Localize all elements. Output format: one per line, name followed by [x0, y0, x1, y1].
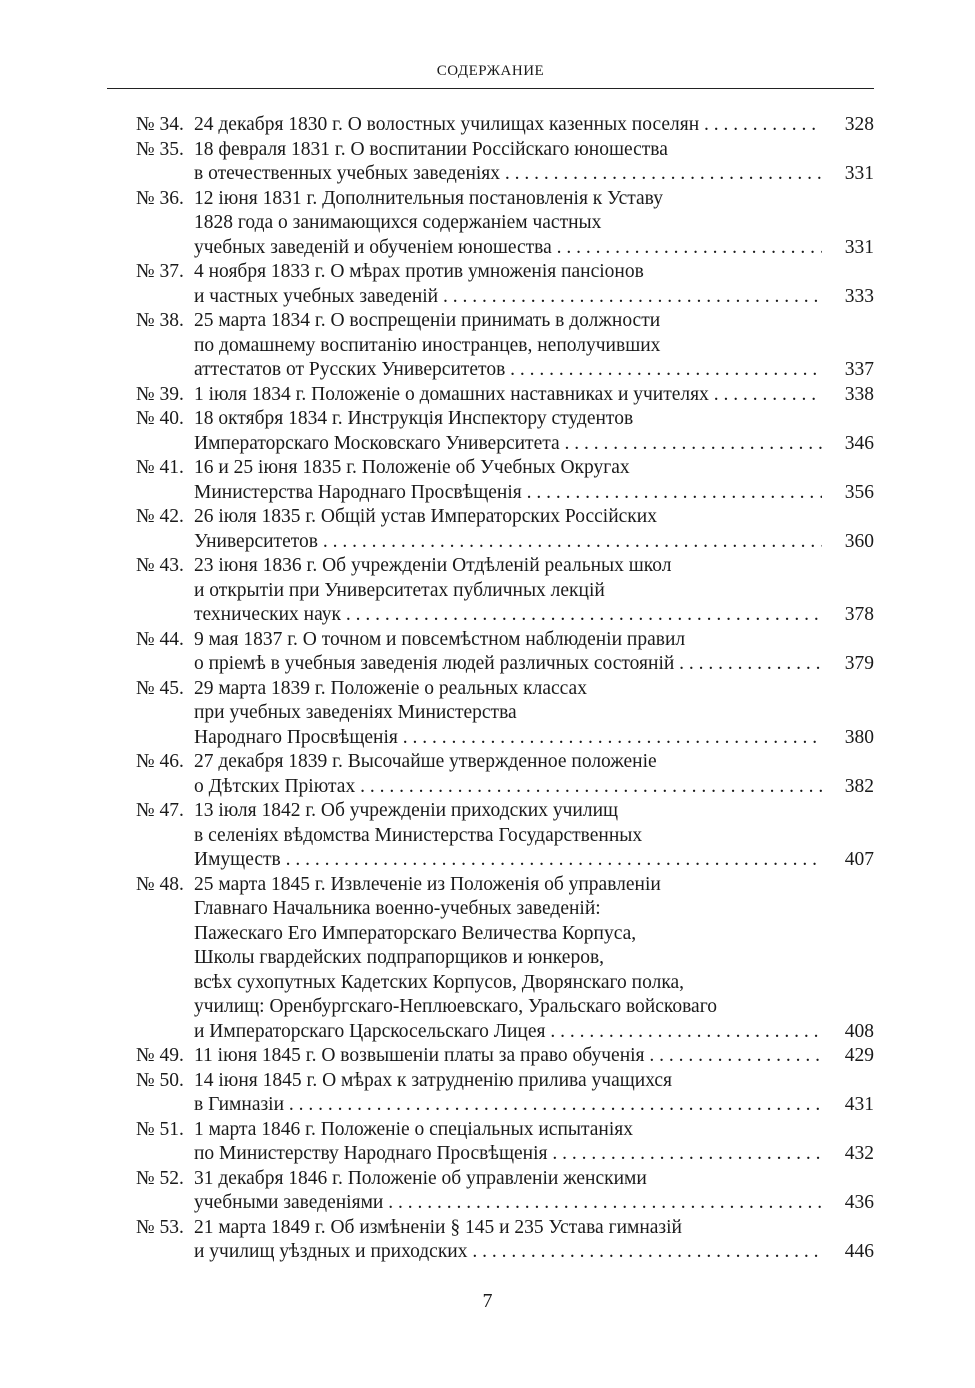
toc-line	[136, 897, 874, 922]
toc-line	[136, 775, 874, 800]
toc-line	[136, 750, 874, 775]
toc-line	[136, 334, 874, 359]
toc-line	[136, 824, 874, 849]
entry-title: Народнаго Просвѣщенія . . .	[194, 726, 822, 751]
entry-title: 1 марта 1846 г. Положеніе о спеціальных испытаніях	[194, 1118, 633, 1140]
toc-line	[136, 1216, 874, 1241]
toc-line	[136, 358, 874, 383]
entry-number: № 45.	[136, 677, 184, 699]
entry-title: о Дѣтских Пріютах . . .	[194, 775, 822, 800]
entry-title: о пріемѣ в учебныя заведенія людей различных состояній . . .	[194, 652, 822, 677]
toc-line	[136, 285, 874, 310]
toc-line	[136, 260, 874, 285]
entry-page-number: 408	[844, 1020, 874, 1042]
entry-page-number: 338	[844, 383, 874, 405]
entry-title: 18 февраля 1831 г. О воспитании Россійскаго юношества	[194, 138, 668, 160]
toc-line	[136, 505, 874, 530]
toc-entry	[136, 554, 874, 628]
entry-title: аттестатов от Русских Университетов . . .	[194, 358, 822, 383]
toc-line	[136, 554, 874, 579]
entry-title: учебными заведеніями . . .	[194, 1191, 822, 1216]
toc-line	[136, 481, 874, 506]
toc-entry	[136, 1044, 874, 1069]
entry-page-number: 331	[844, 163, 874, 184]
toc-line	[136, 579, 874, 604]
entry-title: 31 декабря 1846 г. Положеніе об управленіи женскими	[194, 1167, 647, 1189]
entry-number: № 48.	[136, 873, 184, 895]
entry-title: 18 октября 1834 г. Инструкція Инспектору студентов	[194, 408, 634, 429]
entry-title: Пажескаго Его Императорскаго Величества Корпуса,	[194, 922, 637, 944]
entry-title: технических наук . . .	[194, 603, 822, 628]
toc-line	[136, 1044, 874, 1069]
entry-title: 1 іюля 1834 г. Положеніе о домашних наставниках и учителях . . .	[194, 383, 822, 408]
toc-line	[136, 873, 874, 898]
entry-title: 12 іюня 1831 г. Дополнительныя постановленія к Уставу	[194, 187, 663, 209]
entry-title: Главнаго Начальника военно-учебных заведеній:	[194, 898, 601, 919]
toc-line	[136, 946, 874, 971]
toc-line	[136, 1069, 874, 1094]
header-rule	[107, 88, 874, 89]
toc-line	[136, 726, 874, 751]
entry-number: № 46.	[136, 751, 184, 772]
toc-entry	[136, 138, 874, 187]
entry-page-number: 378	[844, 604, 874, 625]
entry-title: 14 іюня 1845 г. О мѣрах к затрудненію прилива учащихся	[194, 1069, 673, 1091]
entry-title: учебных заведеній и обученіем юношества . . .	[194, 236, 822, 261]
entry-title: 11 іюня 1845 г. О возвышеніи платы за право обученія . . .	[194, 1044, 822, 1069]
entry-title: и открытіи при Университетах публичных лекцій	[194, 579, 605, 601]
toc-line	[136, 922, 874, 947]
entry-page-number: 333	[844, 285, 874, 307]
entry-page-number: 446	[844, 1241, 874, 1262]
toc-entry	[136, 113, 874, 138]
toc-line	[136, 701, 874, 726]
toc-line	[136, 628, 874, 653]
entry-title: 25 марта 1845 г. Извлеченіе из Положенія об управленіи	[194, 873, 661, 895]
toc-entry	[136, 1167, 874, 1216]
toc-line	[136, 1118, 874, 1143]
toc-line	[136, 187, 874, 212]
entry-title: Императорскаго Московскаго Университета . . .	[194, 432, 822, 457]
entry-page-number: 331	[844, 236, 874, 258]
toc-line	[136, 799, 874, 824]
toc-entry	[136, 628, 874, 677]
entry-number: № 38.	[136, 310, 184, 331]
toc-entry	[136, 260, 874, 309]
entry-title: 24 декабря 1830 г. О волостных училищах казенных поселян . . .	[194, 113, 822, 138]
page-number: 7	[482, 1290, 493, 1312]
toc-line	[136, 236, 874, 261]
entry-number: № 35.	[136, 138, 184, 160]
toc-line	[136, 162, 874, 187]
entry-number: № 34.	[136, 114, 184, 135]
entry-title: 16 и 25 іюня 1835 г. Положеніе об Учебных Округах	[194, 457, 630, 478]
entry-number: № 50.	[136, 1069, 184, 1091]
entry-title: в селеніях вѣдомства Министерства Государственных	[194, 824, 643, 846]
toc-line	[136, 652, 874, 677]
toc-entry	[136, 1069, 874, 1118]
toc-line	[136, 995, 874, 1020]
entry-number: № 41.	[136, 457, 184, 478]
entry-number: № 43.	[136, 555, 184, 576]
toc-entry	[136, 407, 874, 456]
entry-page-number: 379	[844, 653, 874, 674]
toc-entry	[136, 456, 874, 505]
entry-number: № 47.	[136, 800, 184, 821]
entry-page-number: 380	[844, 726, 874, 748]
toc-entry	[136, 1118, 874, 1167]
toc-line	[136, 1167, 874, 1192]
entry-page-number: 429	[844, 1045, 874, 1066]
entry-title: в отечественных учебных заведеніях . . .	[194, 162, 822, 187]
toc-entry	[136, 750, 874, 799]
toc-line	[136, 211, 874, 236]
entry-title: в Гимназіи . . .	[194, 1093, 822, 1118]
entry-page-number: 337	[844, 359, 874, 380]
toc-line	[136, 309, 874, 334]
entry-number: № 36.	[136, 187, 184, 209]
toc-entry	[136, 799, 874, 873]
entry-page-number: 356	[844, 481, 874, 503]
entry-title: 26 іюля 1835 г. Общій устав Императорских Россійских	[194, 506, 657, 527]
entry-title: 25 марта 1834 г. О воспрещеніи принимать в должности	[194, 310, 661, 331]
toc-line	[136, 1142, 874, 1167]
toc-entry	[136, 677, 874, 751]
toc-line	[136, 1020, 874, 1045]
toc-entry	[136, 873, 874, 1045]
entry-title: 21 марта 1849 г. Об измѣненіи § 145 и 235 Устава гимназій	[194, 1216, 682, 1238]
toc-line	[136, 1191, 874, 1216]
entry-number: № 51.	[136, 1118, 184, 1140]
entry-page-number: 360	[844, 530, 874, 552]
entry-page-number: 407	[844, 849, 874, 870]
entry-title: по Министерству Народнаго Просвѣщенія . . .	[194, 1142, 822, 1167]
entry-number: № 49.	[136, 1045, 184, 1066]
entry-title: 23 іюня 1836 г. Об учрежденіи Отдѣленій реальных школ	[194, 555, 672, 576]
entry-title: и частных учебных заведеній . . .	[194, 285, 822, 310]
toc-entry	[136, 187, 874, 261]
entry-title: 27 декабря 1839 г. Высочайше утвержденное положеніе	[194, 751, 657, 772]
entry-title: Школы гвардейских подпрапорщиков и юнкеров,	[194, 947, 605, 968]
entry-title: при учебных заведеніях Министерства	[194, 702, 517, 723]
toc-line	[136, 407, 874, 432]
entry-title: всѣх сухопутных Кадетских Корпусов, Дворянскаго полка,	[194, 971, 685, 993]
entry-page-number: 431	[844, 1094, 874, 1115]
toc-entry	[136, 309, 874, 383]
entry-title: и училищ уѣздных и приходских . . .	[194, 1240, 822, 1265]
entry-title: 4 ноября 1833 г. О мѣрах против умноженія пансіонов	[194, 261, 644, 282]
entry-title: по домашнему воспитанію иностранцев, неполучивших	[194, 334, 661, 356]
entry-title: Университетов . . .	[194, 530, 822, 555]
entry-title: 1828 года о занимающихся содержаніем частных	[194, 212, 602, 233]
entry-title: 9 мая 1837 г. О точном и повсемѣстном наблюденіи правил	[194, 628, 686, 650]
toc-line	[136, 603, 874, 628]
toc-line	[136, 530, 874, 555]
entry-title: 13 іюля 1842 г. Об учрежденіи приходских училищ	[194, 800, 619, 821]
entry-title: 29 марта 1839 г. Положеніе о реальных классах	[194, 677, 587, 699]
toc-line	[136, 1240, 874, 1265]
entry-number: № 42.	[136, 506, 184, 527]
entry-number: № 52.	[136, 1167, 184, 1189]
entry-page-number: 432	[844, 1143, 874, 1164]
entry-title: и Императорскаго Царскосельскаго Лицея . . .	[194, 1020, 822, 1045]
toc-entry	[136, 1216, 874, 1265]
entry-page-number: 328	[844, 114, 874, 135]
entry-title: Имуществ . . .	[194, 848, 822, 873]
entry-number: № 53.	[136, 1216, 184, 1238]
toc-line	[136, 848, 874, 873]
running-header: СОДЕРЖАНИЕ	[436, 63, 545, 79]
entry-page-number: 436	[844, 1192, 874, 1213]
entry-number: № 40.	[136, 408, 184, 429]
toc-line	[136, 971, 874, 996]
entry-title: училищ: Оренбургскаго-Неплюевскаго, Уральскаго войсковаго	[194, 996, 717, 1017]
entry-number: № 37.	[136, 261, 184, 282]
toc-line	[136, 113, 874, 138]
entry-page-number: 346	[844, 432, 874, 454]
toc-line	[136, 432, 874, 457]
toc-line	[136, 383, 874, 408]
entry-number: № 44.	[136, 628, 184, 650]
entry-title: Министерства Народнаго Просвѣщенія . . .	[194, 481, 822, 506]
table-of-contents	[136, 113, 874, 1265]
toc-entry	[136, 505, 874, 554]
entry-page-number: 382	[844, 775, 874, 797]
toc-line	[136, 138, 874, 163]
entry-number: № 39.	[136, 383, 184, 405]
toc-line	[136, 677, 874, 702]
toc-entry	[136, 383, 874, 408]
toc-line	[136, 456, 874, 481]
toc-line	[136, 1093, 874, 1118]
